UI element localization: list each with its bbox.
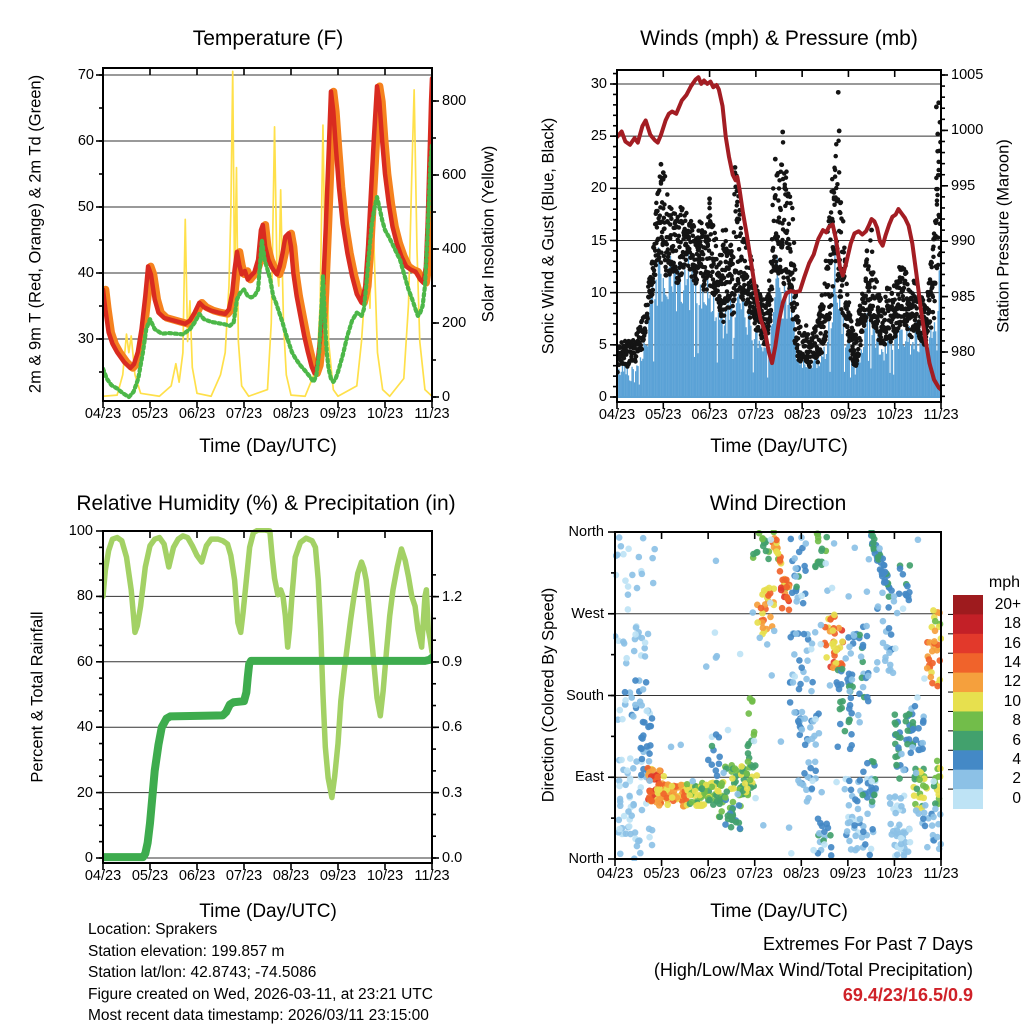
x-tick-label: 06/23 <box>689 866 727 882</box>
x-tick-label: 07/23 <box>225 406 263 422</box>
colorbar-title: mph <box>988 574 1020 591</box>
y-tick-label: 60 <box>77 133 94 149</box>
y-tick-label: 0 <box>84 850 93 866</box>
y-tick-label: 20 <box>76 784 93 801</box>
x-tick-label: 04/23 <box>596 866 634 882</box>
y-tick-label: 600 <box>442 167 467 183</box>
x-tick-label: 08/23 <box>272 868 310 884</box>
y-axis-label-temp-left: 2m & 9m T (Red, Orange) & 2m Td (Green) <box>26 74 45 394</box>
colorbar-tick-label: 10 <box>1003 692 1021 710</box>
extremes-title: Extremes For Past 7 Days <box>762 934 973 954</box>
station-location: Location: Sprakers <box>88 921 218 938</box>
y-tick-label: 10 <box>590 284 607 301</box>
y-tick-label: 800 <box>442 93 467 109</box>
x-tick-label: 09/23 <box>319 406 357 422</box>
y-tick-label: 0 <box>598 389 607 405</box>
colorbar-tick-label: 2 <box>1012 770 1021 788</box>
x-tick-label: 06/23 <box>178 868 216 884</box>
colorbar-tick-label: 16 <box>1003 634 1021 652</box>
x-axis-title-temp: Time (Day/UTC) <box>199 436 337 457</box>
x-tick-label: 07/23 <box>736 866 773 882</box>
x-axis-title-wind: Time (Day/UTC) <box>710 436 848 457</box>
x-tick-label: 05/23 <box>645 407 682 423</box>
y-tick-label: 980 <box>951 344 976 360</box>
x-tick-label: 11/23 <box>923 866 959 882</box>
x-tick-label: 07/23 <box>737 407 774 423</box>
x-tick-label: 08/23 <box>272 406 310 422</box>
chart-title-humidity-precip: Relative Humidity (%) & Precipitation (in) <box>76 492 456 515</box>
y-tick-label: 985 <box>951 288 976 305</box>
chart-title-wind-direction: Wind Direction <box>709 492 847 515</box>
x-tick-label: 04/23 <box>84 868 122 884</box>
y-tick-label: West <box>571 605 604 622</box>
colorbar-tick-label: 8 <box>1012 712 1021 730</box>
x-tick-label: 09/23 <box>829 866 866 882</box>
y-tick-label: 995 <box>951 177 976 194</box>
chart-title-temperature: Temperature (F) <box>192 27 344 50</box>
y-tick-label: 30 <box>590 76 607 92</box>
station-latlon: Station lat/lon: 42.8743; -74.5086 <box>88 964 317 982</box>
y-axis-label-humid-left: Percent & Total Rainfall <box>28 611 47 783</box>
x-tick-label: 08/23 <box>783 407 821 423</box>
colorbar-tick-label: 14 <box>1003 653 1021 671</box>
y-tick-label: 70 <box>77 67 94 83</box>
y-tick-label: 400 <box>442 241 467 257</box>
y-tick-label: 0.0 <box>442 850 463 866</box>
x-tick-label: 05/23 <box>643 866 680 882</box>
colorbar-tick-label: 6 <box>1012 731 1021 749</box>
x-tick-label: 09/23 <box>319 868 357 884</box>
y-tick-label: 30 <box>77 331 94 347</box>
y-tick-label: South <box>566 687 604 704</box>
y-tick-label: 990 <box>951 233 976 250</box>
colorbar-tick-label: 12 <box>1003 673 1021 691</box>
extremes-block <box>654 932 973 1009</box>
y-tick-label: 15 <box>590 232 607 249</box>
y-axis-label-winddir-left: Direction (Colored By Speed) <box>539 587 558 803</box>
y-tick-label: North <box>568 851 604 867</box>
station-elevation: Station elevation: 199.857 m <box>88 942 285 960</box>
x-tick-label: 06/23 <box>178 406 216 422</box>
x-tick-label: 06/23 <box>691 407 728 423</box>
y-axis-label-temp-right: Solar Insolation (Yellow) <box>479 145 498 323</box>
y-tick-label: 0.3 <box>442 784 463 801</box>
x-tick-label: 10/23 <box>366 406 404 422</box>
x-tick-label: 10/23 <box>366 868 404 884</box>
x-tick-label: 11/23 <box>923 407 959 423</box>
x-tick-label: 10/23 <box>876 866 913 882</box>
y-tick-label: 1000 <box>951 122 984 139</box>
x-tick-label: 05/23 <box>131 406 169 422</box>
y-tick-label: 20 <box>590 180 607 197</box>
y-tick-label: 1005 <box>951 67 984 83</box>
y-tick-label: 25 <box>590 128 607 145</box>
y-tick-label: 40 <box>77 265 94 281</box>
x-tick-label: 10/23 <box>876 407 913 423</box>
y-tick-label: 1.2 <box>442 588 463 605</box>
x-tick-label: 09/23 <box>830 407 867 423</box>
x-tick-label: 04/23 <box>84 406 122 422</box>
x-tick-label: 11/23 <box>414 868 450 884</box>
y-tick-label: 40 <box>76 719 93 736</box>
y-tick-label: 5 <box>598 336 607 353</box>
x-tick-label: 04/23 <box>598 407 636 423</box>
data-timestamp: Most recent data timestamp: 2026/03/11 23:15:00 <box>88 1007 429 1024</box>
y-tick-label: 50 <box>77 199 94 215</box>
chart-title-winds-pressure: Winds (mph) & Pressure (mb) <box>640 27 918 50</box>
y-tick-label: 60 <box>76 653 93 670</box>
figure-created: Figure created on Wed, 2026-03-11, at 23:21 UTC <box>88 985 433 1003</box>
colorbar-tick-label: 18 <box>1003 615 1021 633</box>
y-tick-label: East <box>574 769 604 786</box>
x-tick-label: 07/23 <box>225 868 263 884</box>
extremes-values: 69.4/23/16.5/0.9 <box>842 985 973 1005</box>
y-axis-label-wind-right: Station Pressure (Maroon) <box>994 139 1013 333</box>
x-tick-label: 05/23 <box>131 868 169 884</box>
y-tick-label: 80 <box>76 588 93 605</box>
station-info <box>88 919 433 1024</box>
x-tick-label: 11/23 <box>414 406 450 422</box>
colorbar-tick-label: 4 <box>1012 750 1021 768</box>
y-tick-label: 0 <box>442 389 451 405</box>
y-axis-label-wind-left: Sonic Wind & Gust (Blue, Black) <box>539 117 558 355</box>
colorbar-tick-label: 20+ <box>994 595 1021 613</box>
y-tick-label: 200 <box>442 315 467 331</box>
y-tick-label: 0.6 <box>442 719 463 736</box>
y-tick-label: North <box>568 524 604 540</box>
colorbar-tick-label: 0 <box>1012 789 1021 807</box>
x-axis-title-humid: Time (Day/UTC) <box>199 901 337 922</box>
extremes-subtitle: (High/Low/Max Wind/Total Precipitation) <box>653 959 973 980</box>
y-tick-label: 0.9 <box>442 653 463 670</box>
x-tick-label: 08/23 <box>783 866 820 882</box>
x-axis-title-winddir: Time (Day/UTC) <box>710 901 848 922</box>
y-tick-label: 100 <box>68 523 93 539</box>
